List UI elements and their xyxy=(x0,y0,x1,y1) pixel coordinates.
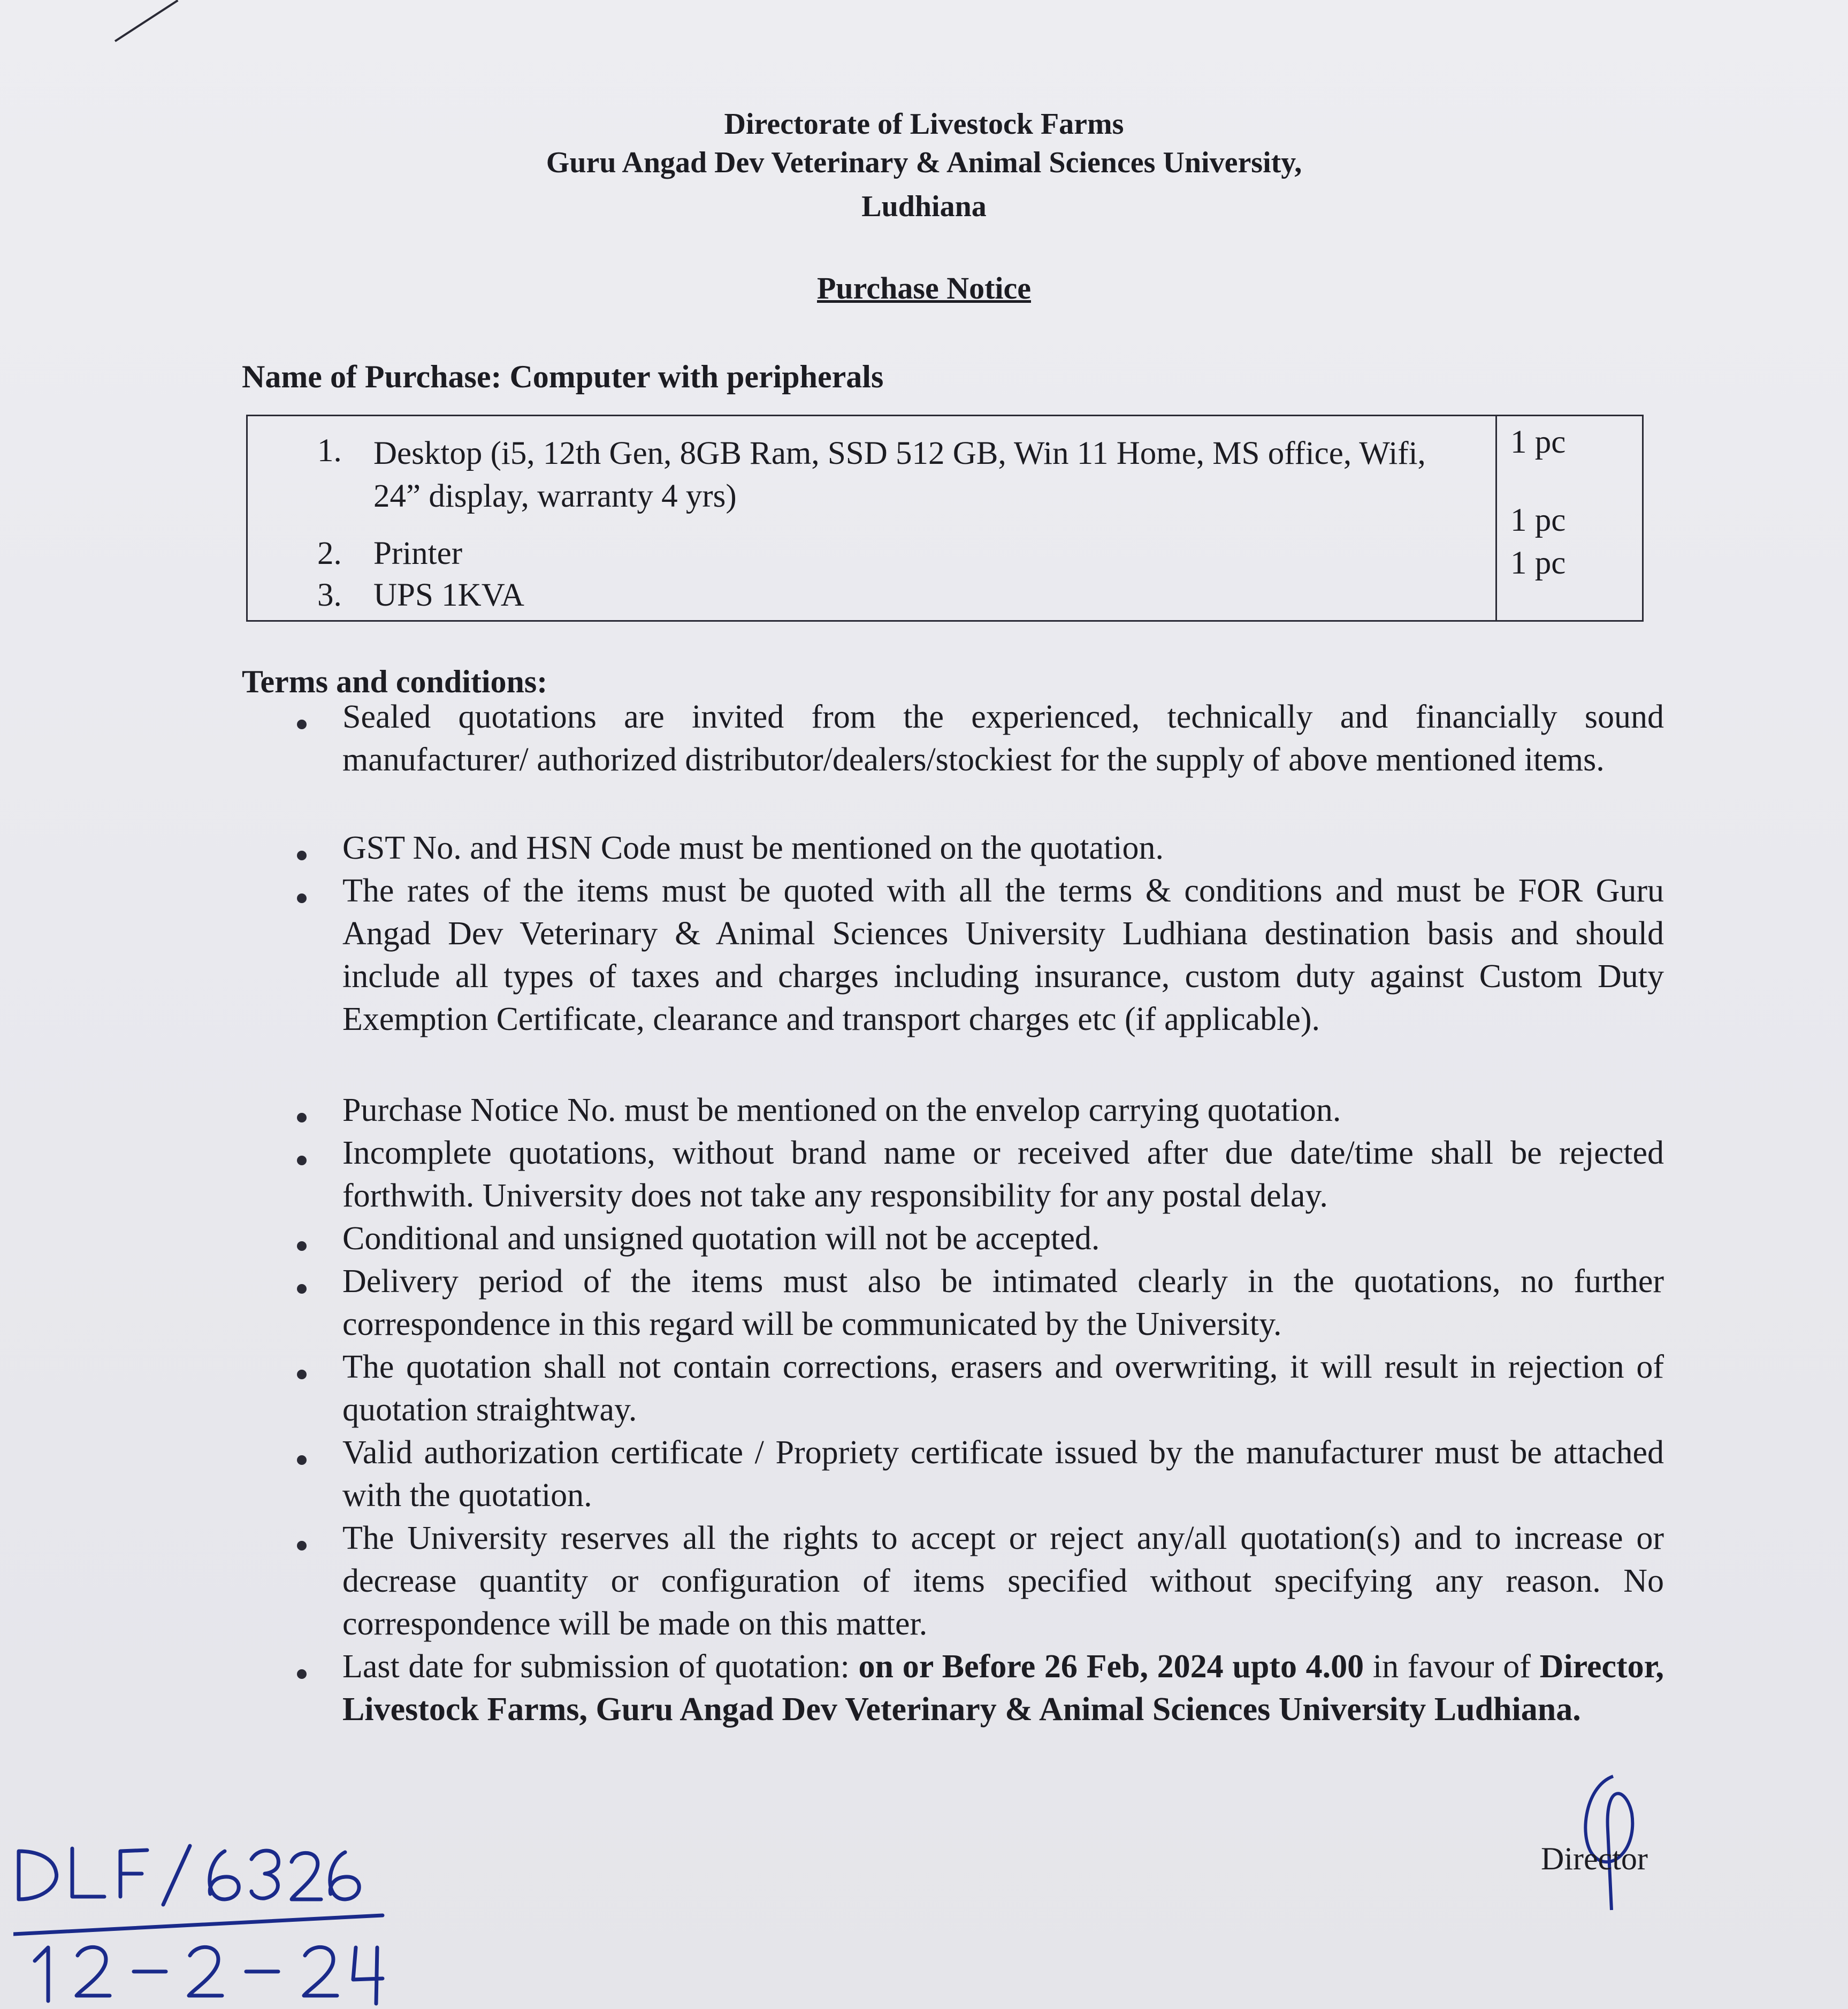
item-number: 2. xyxy=(317,536,342,571)
item-number: 3. xyxy=(317,577,342,613)
notice-title: Purchase Notice xyxy=(817,271,1031,305)
signatory-title: Director xyxy=(1541,1841,1648,1876)
item-description: Printer xyxy=(373,536,463,571)
pen-stroke-mark xyxy=(114,0,179,42)
purchase-name: Name of Purchase: Computer with peripherals xyxy=(242,359,884,394)
term-item: Delivery period of the items must also be intimated clearly in the quotations, no further correspondence in this regard will be communicated by the University. xyxy=(342,1263,1664,1342)
item-description: Desktop (i5, 12th Gen, 8GB Ram, SSD 512 GB, Win 11 Home, MS office, Wifi, 24” display, warranty 4 yrs) xyxy=(373,436,1426,514)
bullet-icon xyxy=(297,893,307,903)
term-item: The rates of the items must be quoted with all the terms & conditions and must be FOR Guru Angad Dev Veterinary & Animal Sciences University Ludhiana destination basis and should include all types of taxes and charges including insurance, custom duty against Custom Duty Exemption Certificate, clearance and transport charges etc (if applicable). xyxy=(342,873,1664,1037)
bullet-icon xyxy=(297,851,307,860)
terms-heading: Terms and conditions: xyxy=(242,664,548,699)
item-quantity: 1 pc xyxy=(1510,502,1566,538)
term-item: Valid authorization certificate / Propriety certificate issued by the manufacturer must be attached with the quotation. xyxy=(342,1434,1664,1514)
handwritten-reference xyxy=(13,1840,388,2006)
item-description: UPS 1KVA xyxy=(373,577,524,613)
term-item: Sealed quotations are invited from the experienced, technically and financially sound manufacturer/ authorized distributor/dealers/stockiest for the supply of above mentioned items. xyxy=(342,699,1664,778)
term-item: The University reserves all the rights to accept or reject any/all quotation(s) and to increase or decrease quantity or configuration of items specified without specifying any reason. No correspondence will be made on this matter. xyxy=(342,1520,1664,1642)
item-number: 1. xyxy=(317,433,342,469)
bullet-icon xyxy=(297,1455,307,1465)
bullet-icon xyxy=(297,1541,307,1550)
deadline-date: on or Before 26 Feb, 2024 upto 4.00 xyxy=(858,1648,1364,1685)
term-item: Incomplete quotations, without brand name or received after due date/time shall be rejected forthwith. University does not take any responsibility for any postal delay. xyxy=(342,1135,1664,1214)
bullet-icon xyxy=(297,1113,307,1122)
term-item: Conditional and unsigned quotation will not be accepted. xyxy=(342,1220,1100,1257)
item-quantity: 1 pc xyxy=(1510,424,1566,460)
items-table xyxy=(246,415,1644,622)
term-item: The quotation shall not contain corrections, erasers and overwriting, it will result in rejection of quotation straightway. xyxy=(342,1349,1664,1428)
deadline-prefix: Last date for submission of quotation: xyxy=(342,1648,859,1685)
table-column-divider xyxy=(1495,416,1497,620)
deadline-middle: in favour of xyxy=(1364,1648,1540,1685)
term-item: GST No. and HSN Code must be mentioned on the quotation. xyxy=(342,830,1164,866)
bullet-icon xyxy=(297,1284,307,1294)
header-city: Ludhiana xyxy=(861,190,987,223)
bullet-icon xyxy=(297,720,307,729)
header-directorate: Directorate of Livestock Farms xyxy=(724,108,1124,141)
header-university: Guru Angad Dev Veterinary & Animal Sciences University, xyxy=(546,146,1302,179)
bullet-icon xyxy=(297,1370,307,1379)
deadline-payee: Director, Livestock Farms, Guru Angad Dev Veterinary & Animal Sciences University Ludhiana. xyxy=(342,1648,1664,1728)
term-item-deadline xyxy=(342,1645,1664,1731)
item-quantity: 1 pc xyxy=(1510,545,1566,581)
term-item: Purchase Notice No. must be mentioned on the envelop carrying quotation. xyxy=(342,1092,1341,1128)
bullet-icon xyxy=(297,1241,307,1251)
bullet-icon xyxy=(297,1669,307,1679)
bullet-icon xyxy=(297,1156,307,1165)
